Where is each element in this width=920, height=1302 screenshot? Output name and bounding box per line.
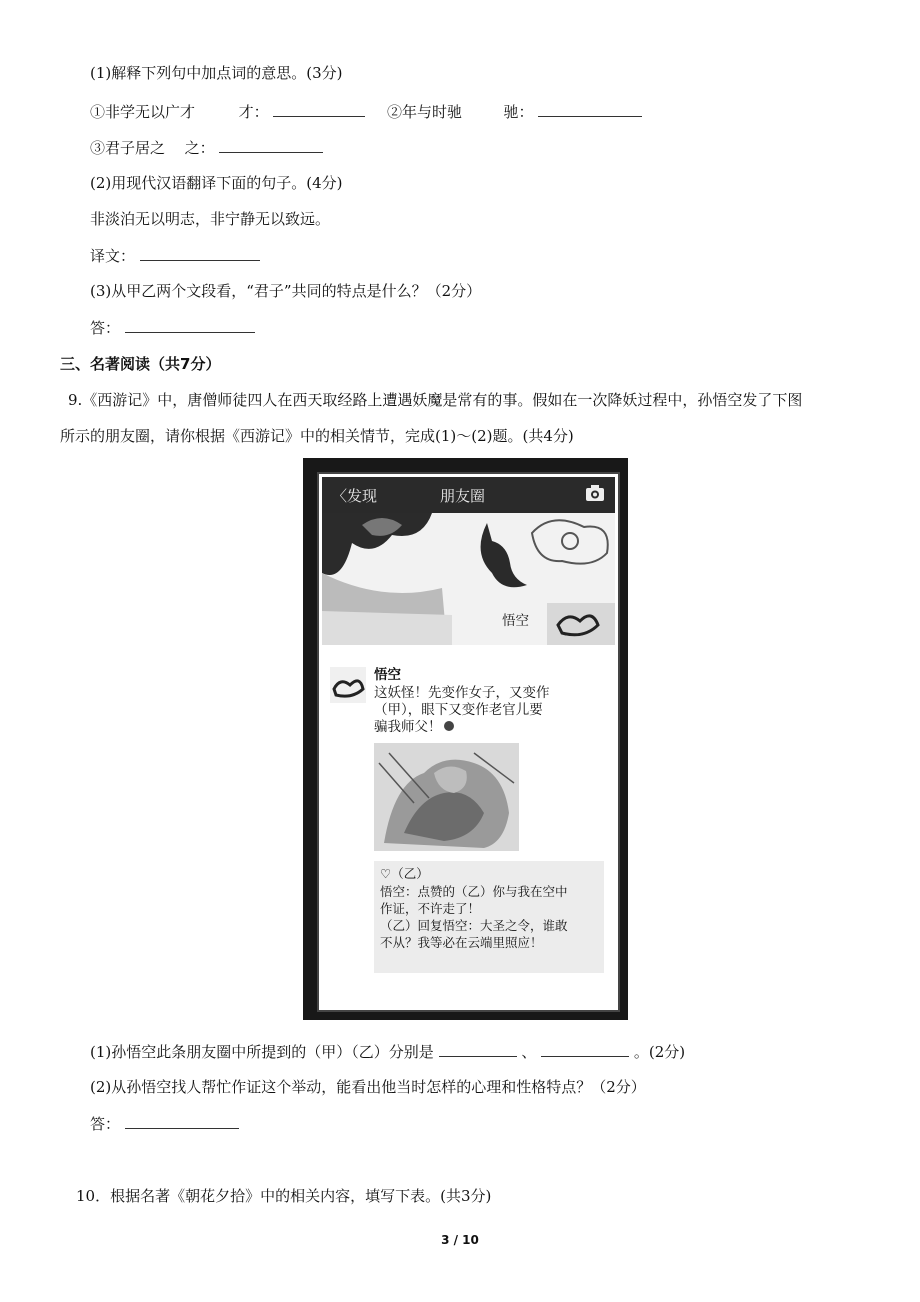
answer-blank[interactable] xyxy=(273,101,365,117)
moments-topbar xyxy=(322,477,615,513)
q9-stem-line2: 所示的朋友圈，请你根据《西游记》中的相关情节，完成(1)～(2)题。(共4分) xyxy=(60,427,574,445)
q8-translate-row xyxy=(90,245,260,266)
q8-sub3: (3)从甲乙两个文段看，“君子”共同的特点是什么？（2分） xyxy=(90,282,482,300)
q8-item3-word: 之： xyxy=(184,139,215,157)
cloud-painting-icon xyxy=(322,513,615,645)
answer-blank-jia[interactable] xyxy=(439,1041,517,1057)
q8-items-row2 xyxy=(90,137,323,158)
q9-sub1: (1)孙悟空此条朋友圈中所提到的（甲）（乙）分别是 xyxy=(90,1043,434,1061)
post-text-3 xyxy=(374,719,454,736)
answer-blank[interactable] xyxy=(219,137,323,153)
separator: 、 xyxy=(521,1043,537,1061)
moments-title: 朋友圈 xyxy=(440,487,486,505)
page-number: 3 / 10 xyxy=(441,1233,479,1247)
emoji-icon xyxy=(444,721,454,731)
comment-box xyxy=(374,861,604,973)
comment-line-4: 不从？我等必在云端里照应！ xyxy=(380,935,543,950)
answer-blank[interactable] xyxy=(125,317,255,333)
answer-blank-yi[interactable] xyxy=(541,1041,629,1057)
q8-sub2: (2)用现代汉语翻译下面的句子。(4分) xyxy=(90,174,343,192)
cover-image xyxy=(322,513,615,645)
illustration-icon xyxy=(374,743,519,851)
comment-line-2: 作证，不许走了！ xyxy=(380,901,481,916)
q8-item3: ③君子居之 xyxy=(90,139,166,157)
answer-blank[interactable] xyxy=(125,1113,239,1129)
post-text-1: 这妖怪！先变作女子，又变作 xyxy=(374,685,550,701)
q8-answer-row xyxy=(90,317,255,338)
q8-items-row1 xyxy=(90,101,642,122)
q9-sub2: (2)从孙悟空找人帮忙作证这个举动，能看出他当时怎样的心理和性格特点？（2分） xyxy=(90,1078,646,1096)
likes-row: ♡（乙） xyxy=(380,866,429,881)
translate-label: 译文： xyxy=(90,247,136,265)
phone-screen xyxy=(319,474,618,1010)
answer-blank[interactable] xyxy=(538,101,642,117)
avatar xyxy=(330,667,366,707)
camera-icon[interactable] xyxy=(585,484,605,506)
q9-stem-line1: 9.《西游记》中，唐僧师徒四人在西天取经路上遭遇妖魔是常有的事。假如在一次降妖过程中，孙悟空发了下图 xyxy=(68,391,803,409)
answer-label: 答： xyxy=(90,319,121,337)
q10-stem: 10．根据名著《朝花夕拾》中的相关内容，填写下表。(共3分) xyxy=(76,1187,492,1205)
q8-sentence: 非淡泊无以明志，非宁静无以致远。 xyxy=(90,210,331,228)
q9-answer-row xyxy=(90,1113,239,1134)
q8-item1: ①非学无以广才 xyxy=(90,103,196,121)
q8-sub1: (1)解释下列句中加点词的意思。(3分) xyxy=(90,64,343,82)
q8-item2: ②年与时驰 xyxy=(386,103,462,121)
comment-line-1: 悟空：点赞的（乙）你与我在空中 xyxy=(380,884,568,899)
phone-screenshot xyxy=(303,458,628,1020)
q9-sub1-row xyxy=(90,1041,685,1062)
cloud-avatar-icon xyxy=(330,667,366,703)
post-username[interactable]: 悟空 xyxy=(374,667,401,683)
post-text-2: （甲），眼下又变作老官儿要 xyxy=(374,702,543,718)
cover-username: 悟空 xyxy=(502,613,529,629)
section-title: 三、名著阅读（共7分） xyxy=(60,355,221,373)
back-button[interactable]: 〈发现 xyxy=(332,487,378,505)
post-text-3-content: 骗我师父！ xyxy=(374,719,442,735)
answer-blank[interactable] xyxy=(140,245,260,261)
comment-line-3: （乙）回复悟空：大圣之令，谁敢 xyxy=(380,918,568,933)
answer-label: 答： xyxy=(90,1115,121,1133)
q8-item1-word: 才： xyxy=(238,103,269,121)
q9-sub1-end: 。(2分) xyxy=(633,1043,686,1061)
q8-item2-word: 驰： xyxy=(503,103,534,121)
post-image xyxy=(374,743,519,851)
